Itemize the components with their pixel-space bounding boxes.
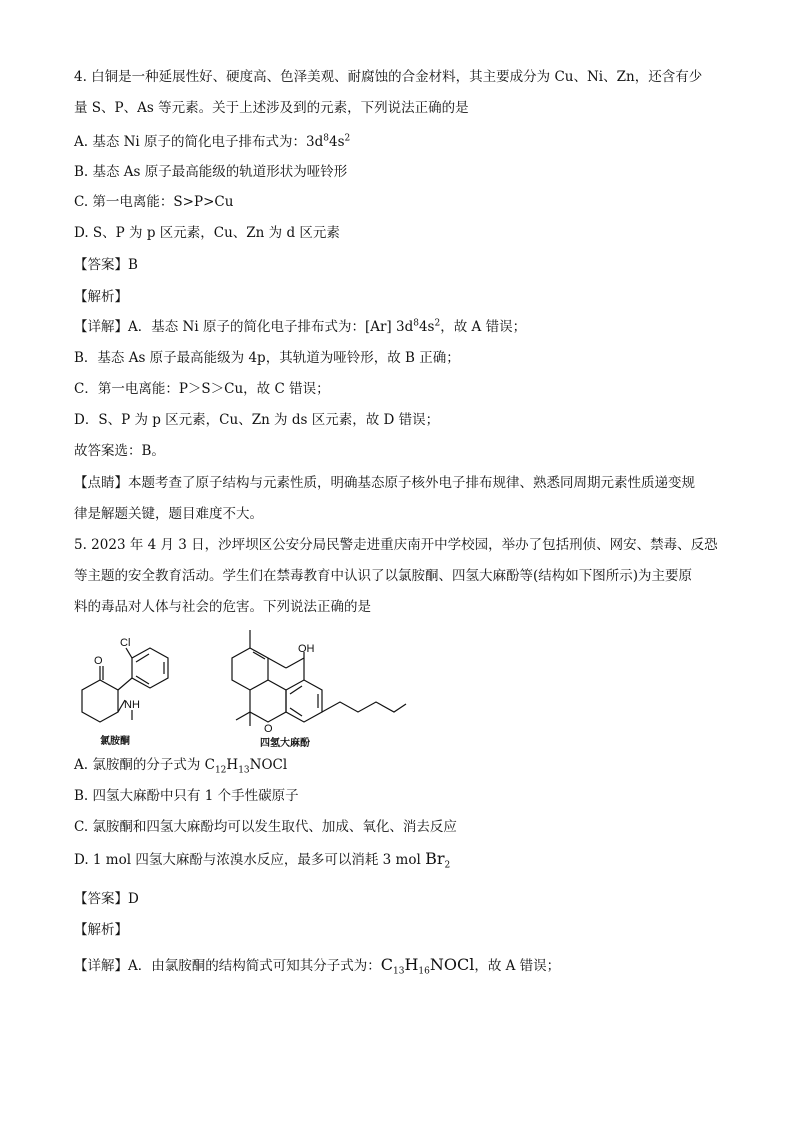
- q4-detail-c: C．第一电离能：P＞S＞Cu，故 C 错误；: [74, 381, 330, 397]
- q4-detail-a: 【详解】A．基态 Ni 原子的简化电子排布式为：[Ar] $3d^84s^2$，故 A 错误；: [74, 318, 527, 335]
- q5-analysis-label: 【解析】: [74, 922, 128, 938]
- q4-conclusion: 故答案选：B。: [74, 443, 165, 459]
- thc-hydroxyl-label: OH: [298, 643, 315, 655]
- q4-option-d: D. S、P 为 p 区元素，Cu、Zn 为 d 区元素: [74, 225, 340, 241]
- q4-analysis-label: 【解析】: [74, 289, 128, 305]
- q4-detail-b: B．基态 As 原子最高能级为 4p，其轨道为哑铃形，故 B 正确；: [74, 350, 460, 366]
- q5-option-b: B. 四氢大麻酚中只有 1 个手性碳原子: [74, 788, 299, 804]
- q4-option-b: B. 基态 As 原子最高能级的轨道形状为哑铃形: [74, 164, 348, 180]
- thc-oxygen-label: O: [264, 723, 273, 735]
- ketamine-structure: [70, 637, 190, 750]
- q5-stem-line1: 5. 2023 年 4 月 3 日，沙坪坝区公安分局民警走进重庆南开中学校园，举办了包括刑侦、网安、禁毒、反恐: [74, 537, 718, 553]
- q4-option-c: C. 第一电离能：S>P>Cu: [74, 194, 234, 210]
- q5-answer: 【答案】D: [74, 891, 139, 907]
- ketamine-nh-label: NH: [124, 699, 140, 711]
- q5-stem-line3: 料的毒品对人体与社会的危害。下列说法正确的是: [74, 599, 371, 615]
- thc-structure: [220, 622, 420, 750]
- q4-detail-d: D．S、P 为 p 区元素，Cu、Zn 为 ds 区元素，故 D 错误；: [74, 412, 440, 428]
- q4-option-a: A. 基态 Ni 原子的简化电子排布式为：$3d^84s^2$: [74, 133, 351, 150]
- thc-caption: 四氢大麻酚: [260, 738, 310, 749]
- q5-stem-line2: 等主题的安全教育活动。学生们在禁毒教育中认识了以氯胺酮、四氢大麻酚等(结构如下图所示)为主要原: [74, 568, 693, 584]
- q4-comment-line1: 【点睛】本题考查了原子结构与元素性质，明确基态原子核外电子排布规律、熟悉同周期元素性质递变规: [74, 475, 695, 491]
- ketamine-caption: 氯胺酮: [100, 736, 130, 747]
- ketamine-oxygen-label: O: [94, 655, 103, 667]
- q5-option-a: A. 氯胺酮的分子式为 $C_{12}H_{13}NOCl$: [74, 757, 288, 776]
- ketamine-chlorine-label: Cl: [120, 637, 131, 649]
- q4-stem-line1: 4. 白铜是一种延展性好、硬度高、色泽美观、耐腐蚀的合金材料，其主要成分为 Cu、Ni、Zn，还含有少: [74, 69, 703, 85]
- q5-option-c: C. 氯胺酮和四氢大麻酚均可以发生取代、加成、氧化、消去反应: [74, 819, 457, 835]
- q4-comment-line2: 律是解题关键，题目难度不大。: [74, 506, 263, 522]
- q5-detail-a: 【详解】A．由氯胺酮的结构简式可知其分子式为：$C_{13}H_{16}NOCl$，故 A 错误；: [74, 955, 561, 977]
- q5-option-d: D. 1 mol 四氢大麻酚与浓溴水反应，最多可以消耗 3 mol $Br_2$: [74, 849, 451, 871]
- q4-answer: 【答案】B: [74, 257, 138, 273]
- q4-stem-line2: 量 S、P、As 等元素。关于上述涉及到的元素，下列说法正确的是: [74, 100, 469, 116]
